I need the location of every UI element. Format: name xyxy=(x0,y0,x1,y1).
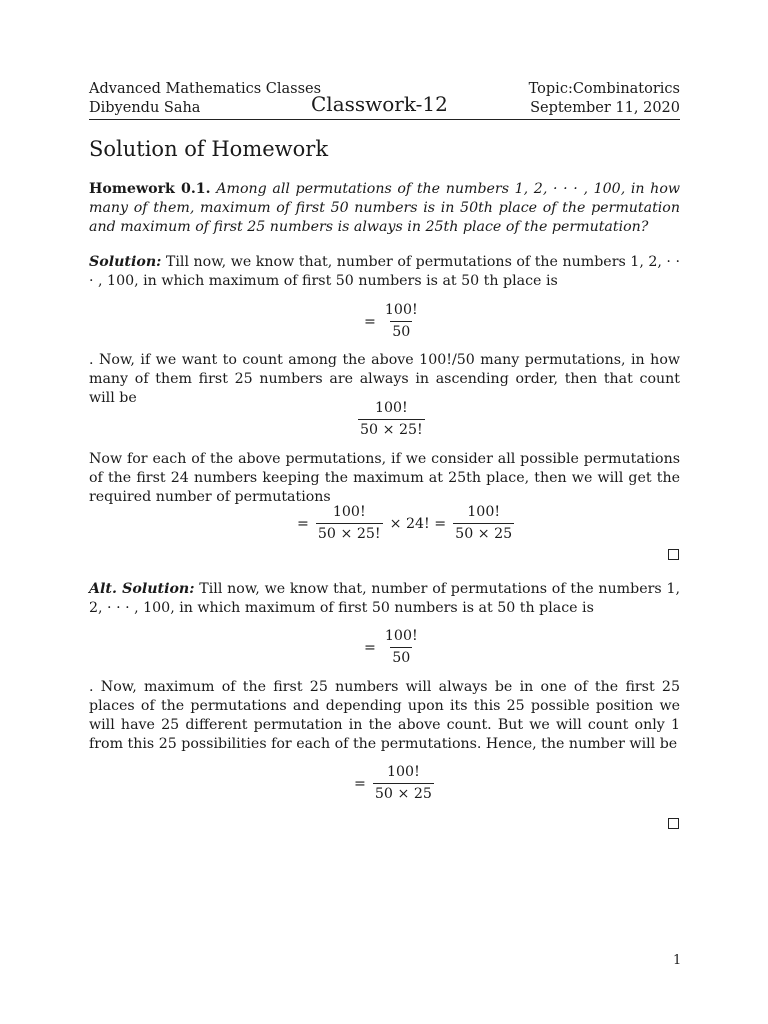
document-title: Classwork-12 xyxy=(311,92,448,116)
alt-solution-equation-1 xyxy=(360,628,423,667)
alt-solution-paragraph-1 xyxy=(89,580,680,618)
solution-equation-2 xyxy=(355,400,428,439)
page-number: 1 xyxy=(673,953,682,968)
topic-label: Topic:Combinatorics xyxy=(528,81,680,97)
fraction-numerator: 100! xyxy=(374,400,408,416)
multiply-operator: × 24! = xyxy=(389,515,447,532)
equals-sign: = xyxy=(297,515,309,532)
course-name: Advanced Mathematics Classes xyxy=(89,81,322,97)
equals-sign: = xyxy=(354,775,366,792)
fraction-denominator: 50 × 25 xyxy=(453,523,514,543)
fraction xyxy=(316,504,383,543)
fraction-numerator: 100! xyxy=(384,628,418,644)
solution-equation-3 xyxy=(293,504,517,543)
fraction-numerator: 100! xyxy=(384,302,418,318)
qed-box-icon xyxy=(668,549,679,560)
alt-solution-paragraph-2: . Now, maximum of the first 25 numbers will always be in one of the first 25 places of the permutations and depending upon its this 25 possible position we will have 25 different permutation in the above count. But we will count only 1 from this 25 possibilities for each of the permutations. Hence, the number will be xyxy=(89,679,680,752)
solution-paragraph-2: . Now, if we want to count among the above 100!/50 many permutations, in how many of them first 25 numbers are always in ascending order, then that count will be xyxy=(89,352,680,406)
fraction-denominator: 50 xyxy=(390,321,412,341)
fraction xyxy=(383,628,420,667)
solution-text-1: Till now, we know that, number of permutations of the numbers 1, 2, · · · , 100, in which maximum of first 50 numbers is at 50 th place is xyxy=(89,254,680,289)
fraction-numerator: 100! xyxy=(332,504,366,520)
author-name: Dibyendu Saha xyxy=(89,100,201,116)
homework-label: Homework 0.1. xyxy=(89,181,211,197)
fraction-denominator: 50 × 25! xyxy=(358,419,425,439)
solution-paragraph-1 xyxy=(89,253,680,291)
date-label: September 11, 2020 xyxy=(530,100,680,116)
alt-solution-label: Alt. Solution: xyxy=(89,581,195,597)
qed-box-icon xyxy=(668,818,679,829)
solution-label: Solution: xyxy=(89,254,162,270)
equals-sign: = xyxy=(364,639,376,656)
alt-solution-equation-2 xyxy=(350,764,437,803)
fraction xyxy=(383,302,420,341)
solution-paragraph-3: Now for each of the above permutations, if we consider all possible permutations of the first 24 numbers keeping the maximum at 25th place, then we will get the required number of permutations xyxy=(89,451,680,505)
fraction-denominator: 50 xyxy=(390,647,412,667)
fraction-numerator: 100! xyxy=(467,504,501,520)
header-rule xyxy=(89,119,680,120)
equals-sign: = xyxy=(364,313,376,330)
fraction xyxy=(453,504,514,543)
fraction xyxy=(373,764,434,803)
alt-solution-text-1: Till now, we know that, number of permutations of the numbers 1, 2, · · · , 100, in which maximum of first 50 numbers is at 50 th place is xyxy=(89,581,680,616)
section-title: Solution of Homework xyxy=(89,137,329,161)
fraction-numerator: 100! xyxy=(387,764,420,780)
solution-equation-1 xyxy=(360,302,423,341)
fraction-denominator: 50 × 25! xyxy=(316,523,383,543)
fraction-denominator: 50 × 25 xyxy=(373,783,434,803)
homework-text: Among all permutations of the numbers 1, 2, · · · , 100, in how many of them, maximum of first 50 numbers is in 50th place of the permutation and maximum of first 25 numbers is always in 25th place of the permutation? xyxy=(89,181,680,235)
fraction xyxy=(358,400,425,439)
homework-statement xyxy=(89,180,680,237)
